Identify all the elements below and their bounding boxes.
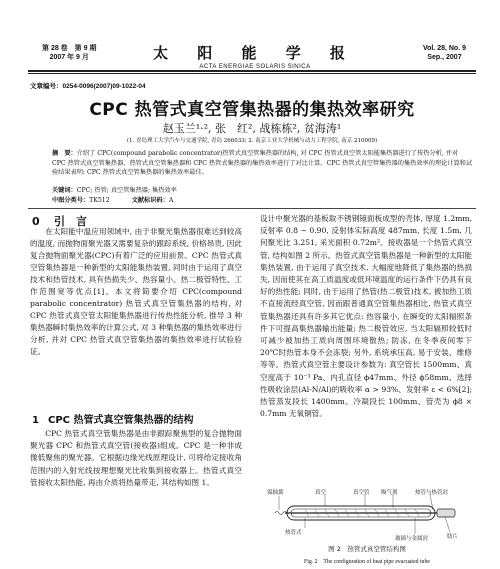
date-cn: 2007 年 9 月: [49, 54, 89, 61]
intro-paragraph: 在太阳能中温应用领域中, 由于非聚光集热器很难达到较高的温度, 而抛物面聚光器又需要复杂的跟踪系统, 价格昂贵, 因此复合抛物面聚光器(CPC)有着广泛的应用前景。CPC 热管式真空管集热器是一种新型的太阳能集热装置, 同时由于运用了真空技术和热管技术, 具有热损失少、热容量小、热二极管特性、工作范围宽等优点[1]。本文将简要介绍 CPC(compound parabolic concentrator) 热管式真空管集热器的结构, 对 CPC 热管式真空管太阳能集热器进行传热性能分析, 推导 3 种集热器瞬时集热效率的计算公式, 对 3 种集热器的集热效率进行分析, 并对 CPC 热管式真空管集热器的集热效率进行试验验证。: [30, 227, 242, 356]
vol-en: Vol. 28, No. 9: [422, 45, 466, 52]
figure-caption-en: Fig. 2 The configuration of heat pipe evacuated tube: [304, 559, 430, 565]
design-paragraph: 设计中聚光器的基板取不锈钢镜面板成型的壳体, 厚度 1.2mm, 反射率 0.8 ~ 0.90, 反射体实际高度 487mm, 长度 1.5m, 几何聚光比 3.251, 采光面积 0.72m²。接收器是一个热管式真空管, 结构如图 2 所示。热管式真空管集热器是一种新型的太阳能集热装置, 由于运用了真空技术, 大幅度地降低了集热器的热损失, 因而使其在高工质温度或低环境温度的运行条件下仍具有良好的热性能; 同时, 由于运用了热管(热二极管)技术, 被加热工质不直接流经真空管, 因而跟普通真空管集热器相比, 热管式真空管集热器还具有许多其它优点: 热容量小, 在瞬变的太阳辐照条件下可提高集热器输出能量; 热二极管效应, 当太阳辐照较低时可减少被加热工质向周围环境散热; 防冻, 在冬季夜间零下 20℃时热管本身不会冻裂; 另外, 系统承压高, 易于安装、维修等等。热管式真空管主要设计参数为: 真空管长 1500mm、真空度高于 10⁻³ Pa、内孔直径 ϕ47mm、外径 ϕ58mm、选择性吸收涂层(Al-N/Al)的吸收率 α > 93%、发射率 ε < 6%[2]; 热管蒸发段长 1400mm、冷凝段长 100mm、管壳为 ϕ8 × 0.7mm 无氧铜管。: [260, 214, 472, 419]
article-number: 文章编号：0254-0096(2007)09-1022-04: [30, 83, 146, 90]
classification: [52, 196, 472, 205]
label-vacuum: 真空: [315, 490, 327, 496]
keywords-text: CPC; 热管; 真空管集热器; 集热效率: [76, 187, 177, 194]
keywords: [52, 186, 472, 196]
date-en: Sep., 2007: [427, 54, 462, 61]
right-column-body: [260, 213, 472, 420]
authors: 赵玉兰¹·², 张 红², 战栋栋², 贫海涛¹: [162, 122, 342, 135]
figure-caption-cn: 图 2 热管式真空管结构图: [328, 545, 406, 553]
paper-title: CPC 热管式真空管集热器的集热效率研究: [89, 100, 415, 120]
label-fins: 肋片: [447, 534, 459, 540]
abstract-text: 介绍了 CPC(compound parabolic concentrator)热管式真空管集热器的结构, 对 CPC 热管式真空管太阳能集热器进行了传热分析, 并对 CPC 热管式真空管集热器、热管式真空管集热器和 CPC 热管式集热器的集热效率进行了对比计算。CPC 热管式真空管集热器的集热效率的理论计算和试验结果表明: CPC 热管式真空管集热器的集热效率最佳。: [52, 150, 473, 176]
abstract-divider: [28, 208, 476, 209]
label-tube: 真空管: [353, 490, 370, 496]
journal-issue-left: [42, 44, 96, 62]
section-number: 0: [32, 215, 40, 228]
structure-paragraph: CPC 热管式真空管集热器是由非跟踪聚焦型的复合抛物面聚光器 CPC 和热管式真空管(接收器)组成。CPC 是一种非成像低聚焦的聚光器。它根据边缘光线原理设计, 可将给定接收角范围内的入射光线按理想聚光比收集到接收器上。热管式真空管接收太阳热能, 再由介质将热量带走, 其结构如图 1。: [30, 429, 242, 487]
keywords-label: 关键词：: [52, 187, 77, 194]
journal-title-block: [150, 42, 360, 70]
section-number: 1: [32, 415, 39, 426]
label-getter: 吸气剂: [381, 490, 398, 496]
structure-body: [30, 428, 242, 489]
label-spring: 保抽簧: [267, 490, 284, 496]
clc-label: 中图分类号：: [52, 197, 90, 204]
section-structure-heading: [32, 411, 194, 426]
clc-value: TK512: [89, 197, 110, 204]
issue-cn: 第 28 卷 第 9 期: [42, 45, 97, 52]
intro-body: [30, 226, 242, 358]
label-seal: 热管与热管封: [415, 490, 449, 496]
header-rule-thin: [28, 73, 476, 74]
label-glass: 玻璃与金属封: [395, 536, 429, 542]
journal-title-en: ACTA ENERGIAE SOLARIS SINICA: [199, 64, 311, 70]
label-heatpipe: 热管式: [285, 530, 302, 536]
doc-code-value: A: [168, 197, 174, 204]
journal-title-cn: 太 阳 能 学 报: [153, 44, 357, 62]
doc-code-label: 文献标识码：: [131, 197, 169, 204]
abstract-label: 摘 要：: [52, 150, 77, 157]
journal-issue-right: [423, 44, 466, 62]
figure-heat-pipe-tube: [265, 488, 470, 544]
affiliation: (1. 青岛理工大学汽车与交通学院, 青岛 266033; 2. 南京工业大学机械与动力工程学院, 南京 210009): [126, 138, 378, 144]
section-title: CPC 热管式真空管集热器的结构: [48, 415, 194, 426]
header-rule-thick: [28, 70, 476, 72]
abstract: [52, 149, 472, 178]
section-title: 引 言: [54, 215, 87, 228]
